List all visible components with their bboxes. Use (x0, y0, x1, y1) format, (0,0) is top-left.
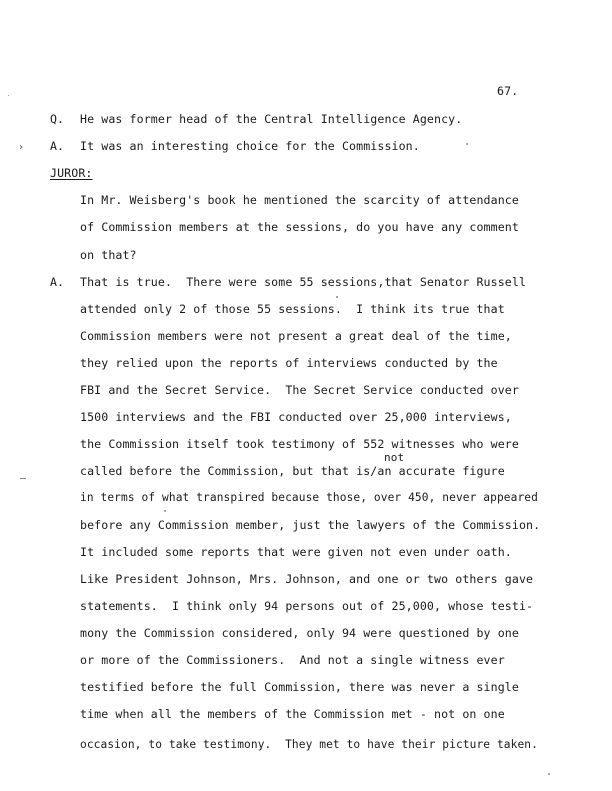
margin-mark: › (18, 142, 25, 153)
answer-line: That is true. There were some 55 sessions,that Senator Russell (80, 275, 527, 289)
answer-line: before any Commission member, just the lawyers of the Commission. (80, 518, 541, 532)
juror-question-line: In Mr. Weisberg's book he mentioned the scarcity of attendance (80, 193, 519, 207)
answer-line: time when all the members of the Commission met - not on one (80, 707, 505, 721)
answer-line: or more of the Commissioners. And not a single witness ever (80, 653, 505, 667)
answer-line: testified before the full Commission, there was never a single (80, 680, 519, 694)
answer-line: statements. I think only 94 persons out of 25,000, whose testi- (80, 599, 534, 613)
answer-line: Like President Johnson, Mrs. Johnson, and one or two others gave (80, 572, 534, 586)
scan-speck (336, 296, 338, 298)
answer-line: occasion, to take testimony. They met to have their picture taken. (80, 738, 538, 751)
answer-line: 1500 interviews and the FBI conducted over 25,000 interviews, (80, 410, 512, 424)
question-label: Q. (50, 112, 64, 126)
answer-line: attended only 2 of those 55 sessions. I think its true that (80, 302, 505, 316)
answer-line: they relied upon the reports of interviews conducted by the (80, 356, 498, 370)
juror-heading: JUROR: (50, 166, 93, 180)
answer-line: the Commission itself took testimony of 552 witnesses who were (80, 437, 519, 451)
question-text: He was former head of the Central Intelligence Agency. (80, 112, 463, 126)
scan-speck (8, 95, 9, 96)
scan-speck (548, 773, 550, 775)
answer-line: mony the Commission considered, only 94 were questioned by one (80, 626, 519, 640)
scan-speck (20, 478, 26, 479)
answer-label: A. (50, 275, 64, 289)
answer-line: Commission members were not present a great deal of the time, (80, 329, 512, 343)
answer-text-first: It was an interesting choice for the Commission. (80, 139, 420, 153)
answer-line: It included some reports that were given not even under oath. (80, 545, 512, 559)
scan-speck (164, 510, 166, 512)
answer-line: called before the Commission, but that is/an accurate figure (80, 464, 505, 478)
answer-label-first: A. (50, 139, 64, 153)
juror-question-line: of Commission members at the sessions, do you have any comment (80, 220, 519, 234)
answer-line: in terms of what transpired because those, over 450, never appeared (80, 491, 538, 504)
answer-line: FBI and the Secret Service. The Secret Service conducted over (80, 383, 519, 397)
interlinear-insert: not (384, 451, 405, 464)
juror-question-line: on that? (80, 248, 137, 262)
page-number: 67. (497, 84, 519, 98)
scan-speck (466, 143, 468, 145)
